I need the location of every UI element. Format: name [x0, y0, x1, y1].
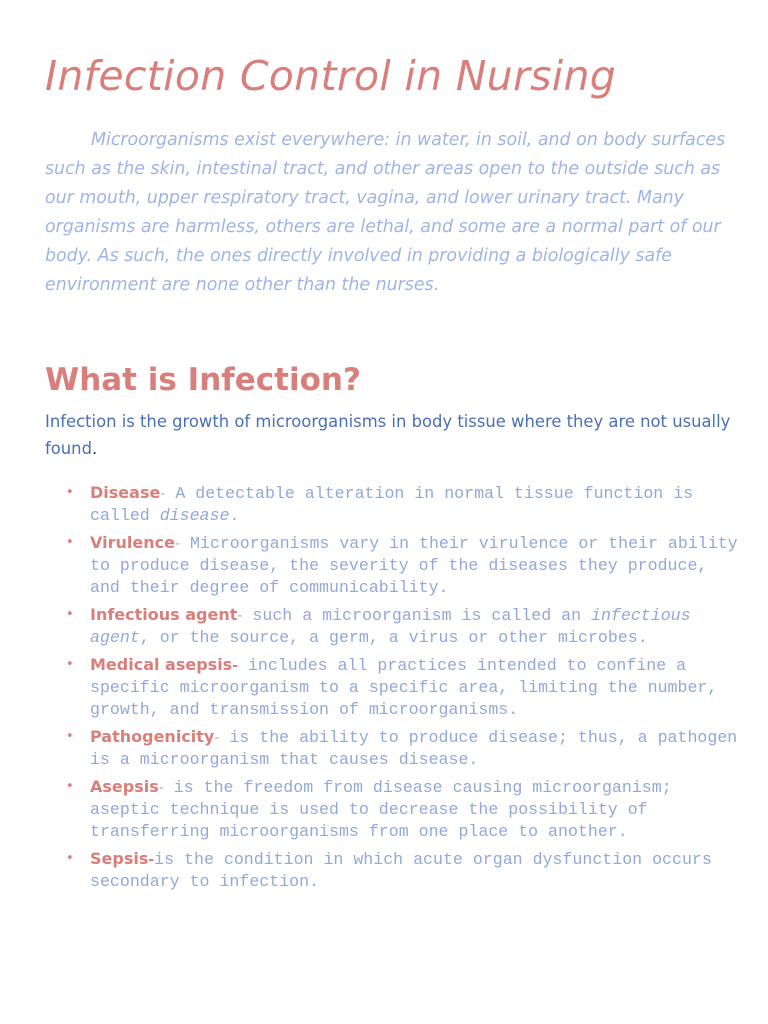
term-item-medical-asepsis: [0, 654, 768, 721]
term-description-end: , or the source, a germ, a virus or other microbes.: [139, 628, 648, 647]
term-emphasis: infectious agent: [90, 606, 691, 647]
term-separator: -: [160, 486, 166, 502]
bullet-icon: •: [66, 607, 74, 622]
term-description: is the ability to produce disease; thus, a pathogen is a microorganism that causes disease.: [90, 728, 738, 769]
term-item-infectious-agent: [0, 604, 768, 649]
term-description: is the condition in which acute organ dysfunction occurs secondary to infection.: [90, 850, 712, 891]
infection-definition: [45, 408, 735, 462]
bullet-icon: •: [66, 851, 74, 866]
term-name: Medical asepsis: [90, 655, 233, 674]
bullet-icon: •: [66, 535, 74, 550]
term-separator: -: [214, 730, 220, 746]
term-item-asepsis: [0, 776, 768, 843]
term-name: Sepsis: [90, 849, 149, 868]
bullet-icon: •: [66, 657, 74, 672]
term-name: Virulence: [90, 533, 175, 552]
term-separator: -: [158, 780, 164, 796]
term-description: Microorganisms vary in their virulence or their ability to produce disease, the severity of the diseases they produce, and their degree of communicability.: [90, 534, 738, 597]
bullet-icon: •: [66, 729, 74, 744]
terms-list: [0, 482, 768, 898]
term-description: is the freedom from disease causing microorganism; aseptic technique is used to decrease the possibility of transferring microorganisms from one place to another.: [90, 778, 672, 841]
definition-text: Infection is the growth of microorganisms in body tissue where they are not usually found: [45, 412, 731, 458]
term-separator: -: [174, 536, 180, 552]
term-description-end: .: [229, 506, 240, 525]
bullet-icon: •: [66, 779, 74, 794]
section-heading: What is Infection?: [45, 362, 361, 398]
intro-paragraph: Microorganisms exist everywhere: in water, in soil, and on body surfaces such as the skin, intestinal tract, and other areas open to the outside such as our mouth, upper respiratory tract, vagina, and lower urinary tract. Many organisms are harmless, others are lethal, and some are a normal part of our body. As such, the ones directly involved in providing a biologically safe environment are none other than the nurses.: [45, 130, 726, 295]
term-name: Infectious agent: [90, 605, 238, 624]
definition-period: .: [91, 439, 98, 458]
bullet-icon: •: [66, 485, 74, 500]
document-title: Infection Control in Nursing: [45, 52, 617, 100]
term-item-pathogenicity: [0, 726, 768, 771]
term-description: such a microorganism is called an: [242, 606, 591, 625]
term-emphasis: disease: [159, 506, 230, 525]
term-separator: -: [237, 608, 243, 624]
term-name: Disease: [90, 483, 161, 502]
term-description: A detectable alteration in normal tissue function is called: [90, 484, 694, 525]
term-name: Pathogenicity: [90, 727, 215, 746]
term-name: Asepsis: [90, 777, 159, 796]
term-item-disease: [0, 482, 768, 527]
term-separator: -: [148, 852, 155, 868]
term-description: includes all practices intended to confine a specific microorganism to a specific area, limiting the number, growth, and transmission of microorganisms.: [90, 656, 718, 719]
term-item-sepsis: [0, 848, 768, 893]
term-item-virulence: [0, 532, 768, 599]
term-separator: -: [232, 658, 239, 674]
